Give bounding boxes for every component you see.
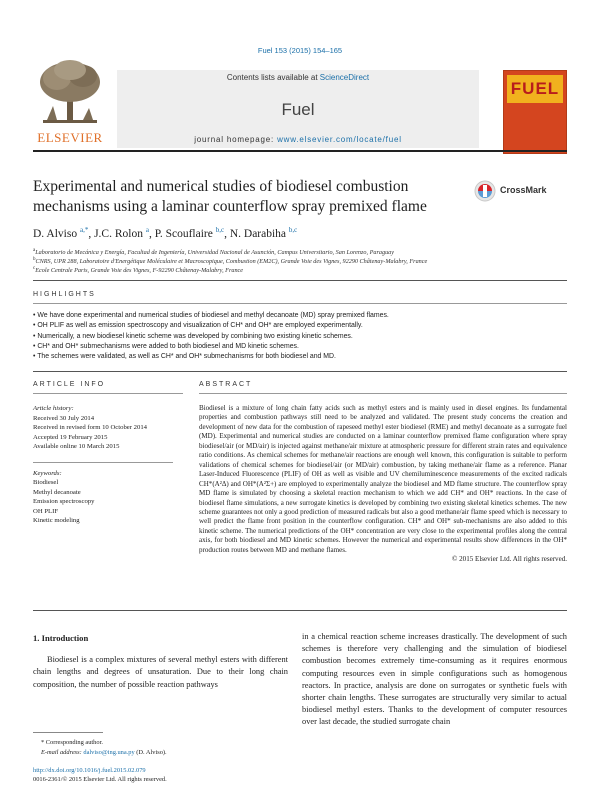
author-affiliation-marker[interactable]: b,c (215, 226, 225, 234)
author-name: P. Scouflaire (154, 227, 213, 240)
intro-paragraph-continued: in a chemical reaction scheme increases drastically. The development of such schemes is therefore very challenging and the simulation of biodiesel combustion becomes extremely time-consuming as it requires enormous computing resources even in simple configurations such as homogenous reactors. In practice, analysis are done on surrogates or synthetic fuels with shorter chain lengths. These surrogates are structurally very similar to actual biodiesel methyl esters. Thanks to the development of computer resources over last decade, the studied surrogate chain (302, 632, 567, 727)
section-divider (33, 371, 567, 372)
footnote (33, 738, 288, 757)
article-info-rule (33, 393, 183, 394)
highlight-text: Numerically, a new biodiesel kinetic scheme was developed by combining two existing kinetic schemes. (37, 332, 353, 340)
section-divider (33, 610, 567, 611)
intro-paragraph: Biodiesel is a complex mixtures of several methyl esters with different chain lengths and degrees of unsaturation. Due to their long chain composition, the number of possible reaction pathways (33, 655, 288, 689)
intro-right-column (302, 631, 567, 729)
affiliation-marker: b (33, 257, 36, 262)
homepage-link[interactable]: www.elsevier.com/locate/fuel (277, 135, 402, 144)
cover-decoration (507, 105, 563, 110)
highlight-item: • Numerically, a new biodiesel kinetic scheme was developed by combining two existing kinetic schemes. (33, 332, 353, 340)
history-label: Article history: (33, 405, 74, 412)
highlight-item: • CH* and OH* submechanisms were added to both biodiesel and MD kinetic schemes. (33, 342, 299, 350)
intro-heading: 1. Introduction (33, 633, 89, 643)
article-info (33, 404, 173, 526)
email-link[interactable]: dalviso@ing.una.py (83, 748, 135, 756)
contents-prefix: Contents lists available at (226, 73, 320, 82)
homepage-line (117, 135, 479, 144)
doi-link[interactable]: http://dx.doi.org/10.1016/j.fuel.2015.02.079 (33, 767, 146, 774)
history-item: Received in revised form 10 October 2014 (33, 424, 148, 431)
history-item: Available online 10 March 2015 (33, 443, 120, 450)
section-divider (33, 280, 567, 281)
author-list (33, 226, 567, 240)
author-separator: , (148, 227, 155, 240)
abstract-rule (199, 393, 567, 394)
author-name: D. Alviso (33, 227, 78, 240)
journal-cover-thumbnail (503, 70, 567, 154)
abstract-body (199, 404, 567, 565)
highlights-heading: HIGHLIGHTS (33, 291, 96, 298)
publisher-wordmark: ELSEVIER (37, 130, 103, 145)
keyword: Methyl decanoate (33, 488, 81, 496)
author-separator: , (224, 227, 230, 240)
affiliation-text: Ecole Centrale Paris, Grande Voie des Vignes, F-92290 Châtenay-Malabry, France (35, 267, 244, 275)
article-title: Experimental and numerical studies of biodiesel combustion mechanisms using a laminar counterflow spray premixed flame (33, 178, 427, 215)
journal-name: Fuel (281, 100, 315, 119)
email-label: E-mail address: (41, 748, 82, 756)
highlight-text: CH* and OH* submechanisms were added to both biodiesel and MD kinetic schemes. (37, 342, 299, 350)
author[interactable] (230, 228, 297, 240)
author-separator: , (88, 227, 95, 240)
highlights-rule (33, 303, 567, 304)
author[interactable] (33, 228, 88, 240)
abstract-text: Biodiesel is a mixture of long chain fatty acids such as methyl esters and is mainly used in diesel engines. Its fundamental properties and combustion pathways still need to be analyzed and validated. The present study concerns the creation and development of new data for the combustion of rapeseed methyl ester biodiesel (RME) and methyl decanoate as a surrogate fuel (MD). Experimental and numerical studies are conducted on a laminar counterflow premixed flame configuration where spray biodiesel/air (or MD/air) is injected against methane/air mixture at atmospheric pressure for different strain rates and equivalence ratio conditions. As chemical schemes for methane/air reactions are enough well known, this configuration is suitable to perform validations of chemical schemes for biodiesel/air (or MD/air) combustion, by taking methane/air flame as a reference. Planar Laser-Induced Fluorescence (PLIF) of OH as well as visible and UV chemiluminescence measurements of the excited radicals CH*(A²Δ) and OH*(A²Σ+) are employed to experimentally analyze the biodiesel and MD flame structure. The counterflow spray MD flame is simulated by choosing a skeletal reaction mechanism to which we add CH* and OH* reactions. In the case of biodiesel flame simulations, a new surrogate kinetics is developed by combining two existing skeletal kinetics schemes. The new scheme guarantees not only a good prediction of measured radicals but also a good methane/air flame speed which is necessary to well predict the flame front position in the counterflow configuration. CH* and OH* sub-mechanisms are also added to this kinetic scheme. The numerical predictions of the OH* concentration are very close to the experimental profiles along the central axis, for both biodiesel and MD kinetic schemes. However the numerical and experimental results show differences in the OH* production routes between MD and methane flames. (199, 404, 567, 554)
intro-left-column (33, 632, 288, 691)
keyword: OH PLIF (33, 507, 59, 515)
issn-line: 0016-2361/© 2015 Elsevier Ltd. All rights reserved. (33, 776, 167, 783)
keyword: Biodiesel (33, 479, 59, 486)
highlights-list (33, 311, 567, 362)
masthead-rule (33, 150, 567, 152)
crossmark-button[interactable] (474, 180, 570, 204)
contents-line (117, 73, 479, 82)
elsevier-tree-icon (33, 58, 107, 130)
abstract-heading: ABSTRACT (199, 381, 253, 388)
highlight-text: We have done experimental and numerical studies of biodiesel and methyl decanoate (MD) spray premixed flames. (37, 312, 389, 319)
highlight-text: OH PLIF as well as emission spectroscopy and visualization of CH* and OH* are employed experimentally. (37, 322, 363, 330)
keyword: Kinetic modeling (33, 517, 80, 524)
author[interactable] (94, 228, 149, 240)
affiliation-marker: c (33, 266, 36, 271)
keyword: Emission spectroscopy (33, 498, 95, 505)
footnote-rule (33, 732, 103, 733)
crossmark-label: CrossMark (500, 185, 547, 195)
cover-title: FUEL (507, 75, 563, 103)
affiliation-text: Laboratorio de Mecánica y Energía, Facultad de Ingeniería, Universidad Nacional de Asunción, Campus Universitario, San Lorenzo, Paraguay (35, 249, 395, 257)
highlight-text: The schemes were validated, as well as CH* and OH* submechanisms for both biodiesel and MD. (37, 353, 336, 361)
corresponding-author-note: * Corresponding author. (41, 739, 103, 746)
article-info-heading: ARTICLE INFO (33, 381, 106, 388)
masthead-banner (117, 70, 479, 148)
email-suffix: (D. Alviso). (134, 748, 167, 756)
affiliation-marker: a (33, 248, 36, 253)
crossmark-icon (474, 180, 496, 202)
email-note (33, 748, 288, 758)
homepage-prefix: journal homepage: (194, 135, 278, 144)
keywords-label: Keywords: (33, 469, 62, 477)
journal-citation[interactable]: Fuel 153 (2015) 154–165 (257, 46, 343, 55)
highlight-item: • We have done experimental and numerical studies of biodiesel and methyl decanoate (MD) spray premixed flames. (33, 312, 389, 319)
history-item: Accepted 19 February 2015 (33, 433, 108, 441)
journal-masthead (33, 58, 567, 148)
sciencedirect-link[interactable]: ScienceDirect (319, 73, 370, 82)
author-affiliation-marker[interactable]: a,* (79, 226, 89, 234)
author[interactable] (155, 228, 224, 240)
highlight-item: • The schemes were validated, as well as CH* and OH* submechanisms for both biodiesel and MD. (33, 353, 336, 361)
author-name: J.C. Rolon (94, 227, 143, 240)
doi-block (33, 766, 288, 784)
author-affiliation-marker[interactable]: b,c (288, 226, 298, 234)
elsevier-logo (33, 58, 107, 148)
author-name: N. Darabiha (229, 227, 287, 240)
abstract-copyright: © 2015 Elsevier Ltd. All rights reserved. (452, 555, 567, 564)
history-item: Received 30 July 2014 (33, 414, 95, 422)
highlight-item: • OH PLIF as well as emission spectroscopy and visualization of CH* and OH* are employed experimentally. (33, 322, 363, 330)
author-affiliation-marker[interactable]: a (145, 226, 149, 234)
keywords-rule (33, 462, 173, 463)
affiliation (33, 264, 567, 275)
affiliation-text: CNRS, UPR 288, Laboratoire d'Energétique Moléculaire et Macroscopique, Combustion (EM2C), Grande Voie des Vignes, 92290 Châtenay-Malabry, France (35, 258, 428, 266)
